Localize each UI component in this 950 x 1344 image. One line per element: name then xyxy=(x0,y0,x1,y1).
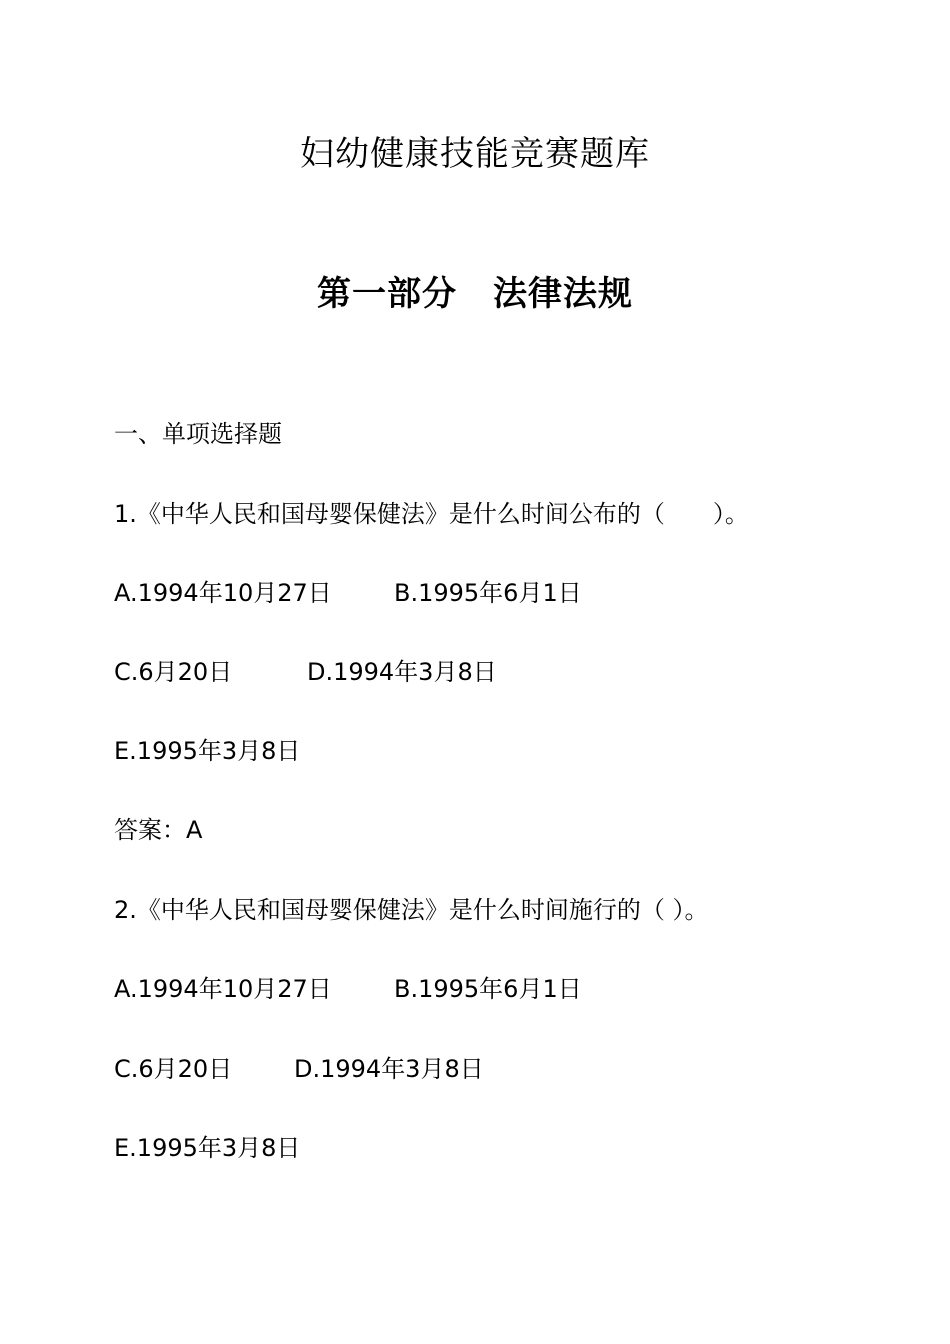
part-heading xyxy=(0,266,950,315)
question-1-option-b: B.1995年6月1日 xyxy=(394,579,582,607)
question-1-option-c: C.6月20日 xyxy=(114,658,233,686)
question-1-options-row-1 xyxy=(114,573,582,608)
question-1-option-a: A.1994年10月27日 xyxy=(114,579,332,607)
question-1-options-row-2 xyxy=(114,652,497,687)
question-1-answer: 答案：A xyxy=(114,816,203,844)
question-2-option-a: A.1994年10月27日 xyxy=(114,975,332,1003)
part-name: 法律法规 xyxy=(493,274,633,314)
section-heading: 一、单项选择题 xyxy=(114,420,282,448)
question-2-options-row-1 xyxy=(114,969,582,1004)
question-1-option-d: D.1994年3月8日 xyxy=(307,658,497,686)
part-label: 第一部分 xyxy=(317,274,457,314)
question-2-option-d: D.1994年3月8日 xyxy=(294,1055,484,1083)
question-1-stem: 1.《中华人民和国母婴保健法》是什么时间公布的（ ）。 xyxy=(114,500,749,528)
question-2-option-b: B.1995年6月1日 xyxy=(394,975,582,1003)
document-title: 妇幼健康技能竞赛题库 xyxy=(300,134,650,174)
question-2-option-e: E.1995年3月8日 xyxy=(114,1134,301,1162)
question-2-stem: 2.《中华人民和国母婴保健法》是什么时间施行的（ ）。 xyxy=(114,896,709,924)
question-1-option-e: E.1995年3月8日 xyxy=(114,737,301,765)
question-2-options-row-2 xyxy=(114,1049,484,1084)
question-2-option-c: C.6月20日 xyxy=(114,1055,233,1083)
